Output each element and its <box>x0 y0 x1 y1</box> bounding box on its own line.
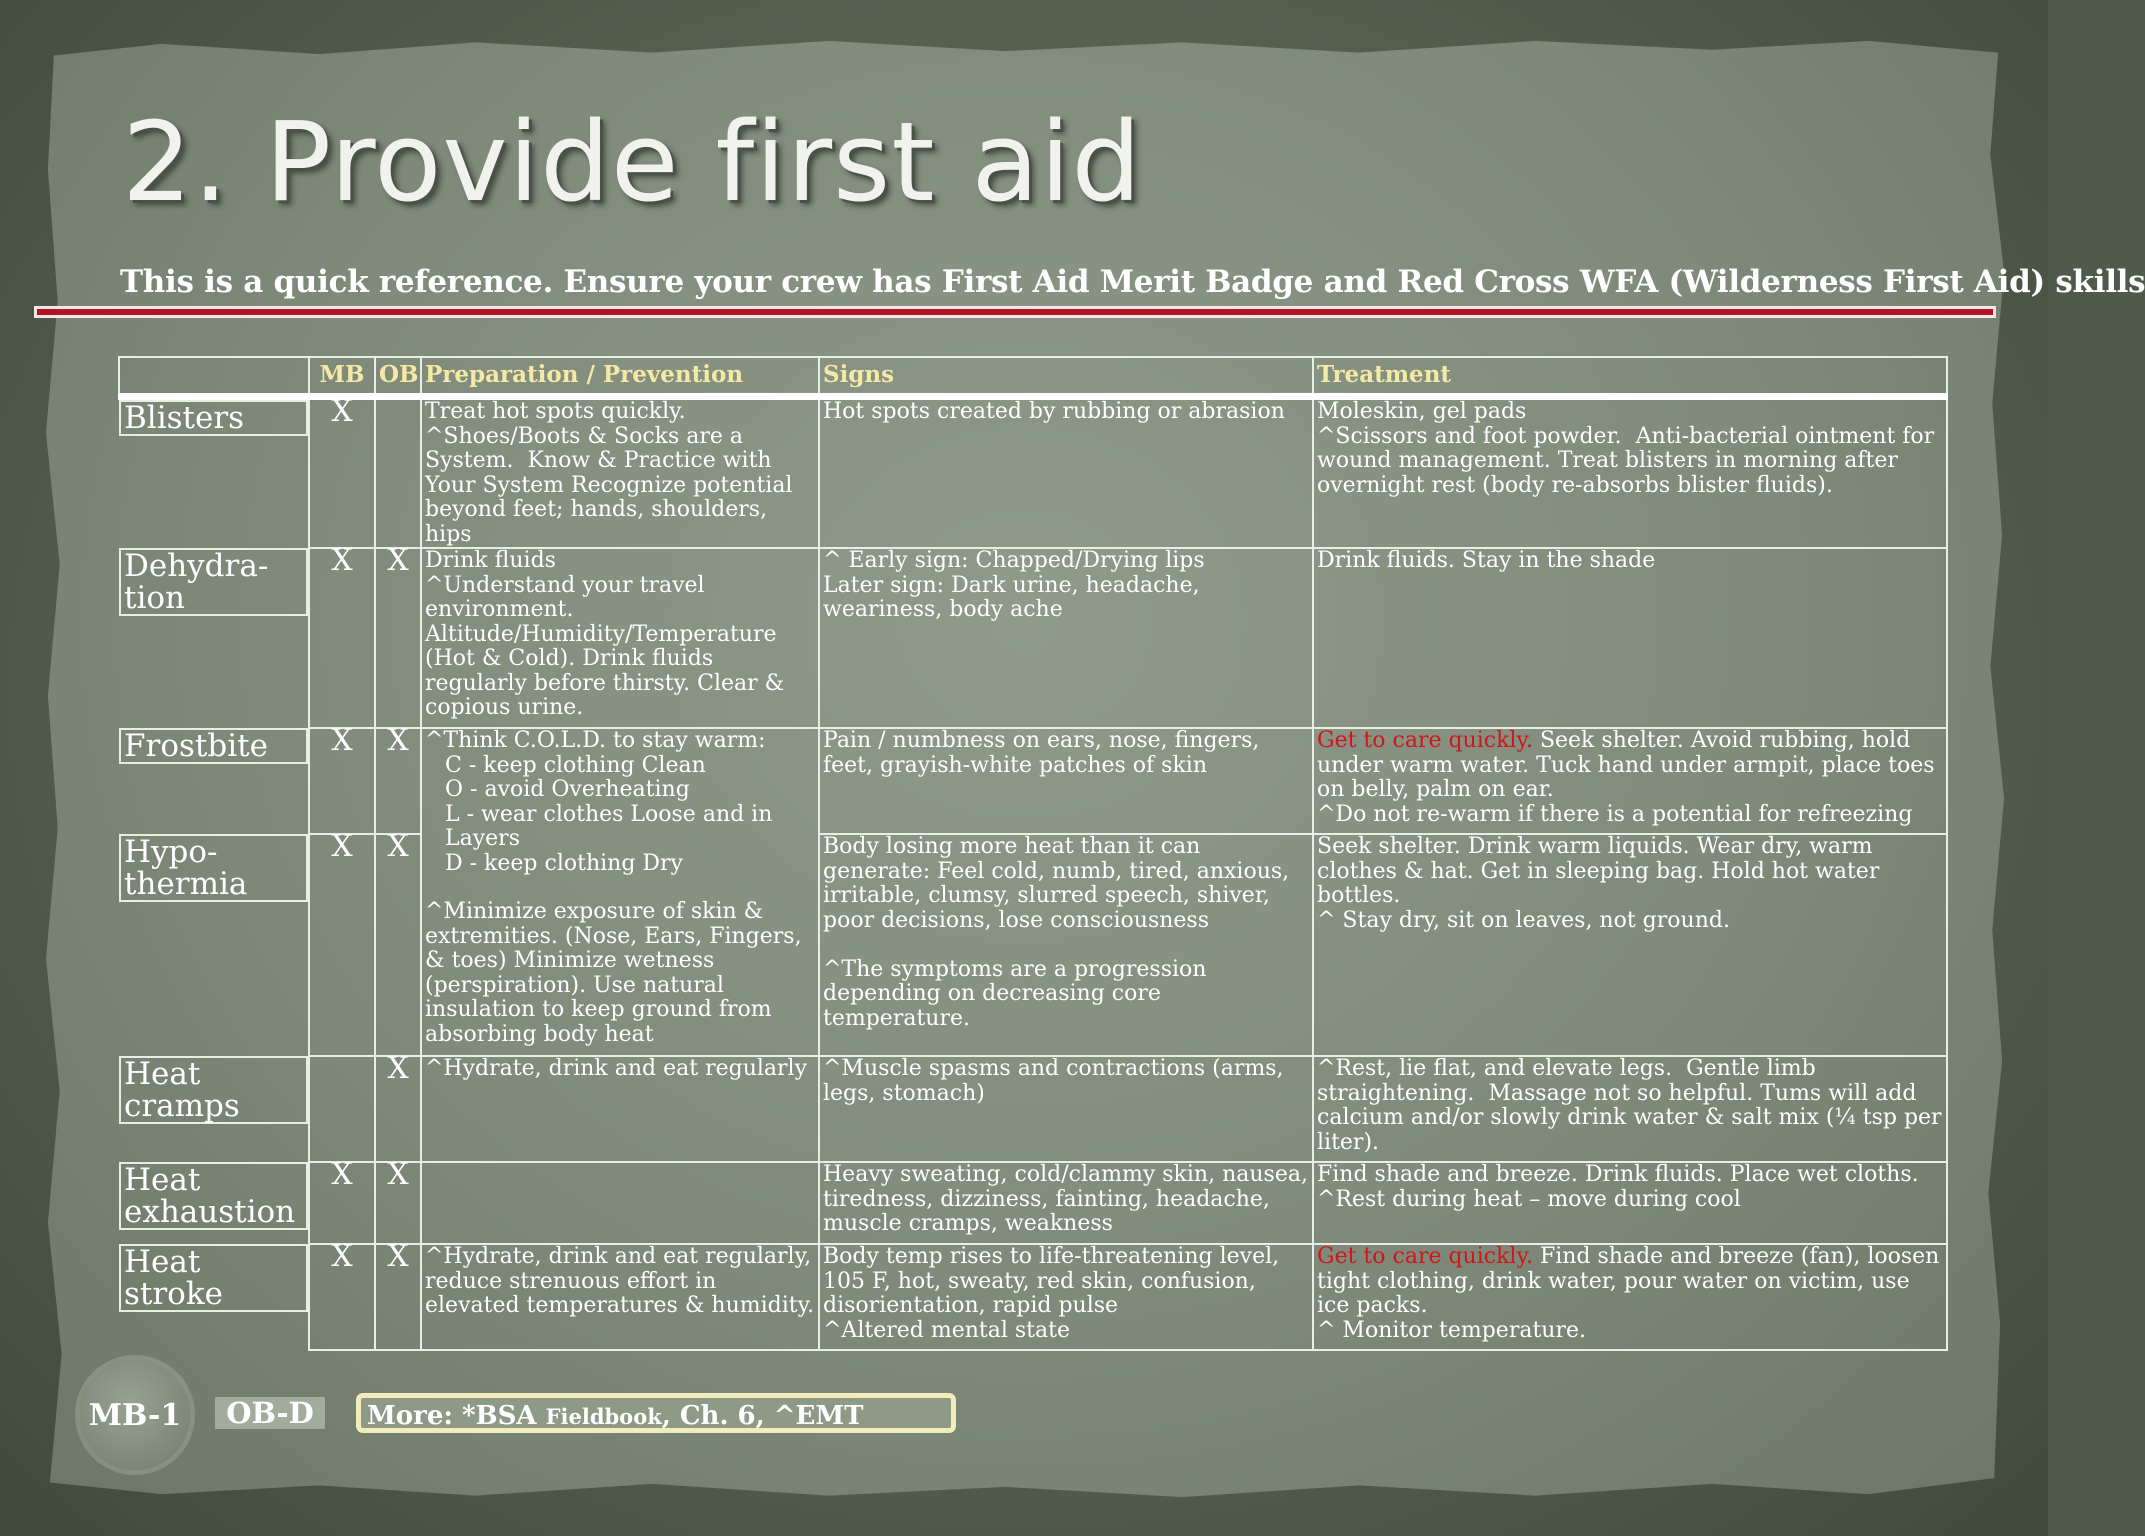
table-row <box>119 397 1947 549</box>
condition-cell: Heat cramps <box>119 1056 308 1124</box>
mb-mark: X <box>309 1162 375 1244</box>
signs-text: Pain / numbness on ears, nose, fingers, feet, grayish-white patches of skin <box>823 728 1267 778</box>
header-ob: OB <box>375 357 421 397</box>
table-row <box>119 1162 1947 1244</box>
prep-cell <box>421 1162 819 1244</box>
condition-cell: Heat stroke <box>119 1244 308 1312</box>
prep-text: ^Hydrate, drink and eat regularly, reduce strenuous effort in elevated temperatures & humidity. <box>425 1244 819 1318</box>
cold-prep-item: D - keep clothing Dry <box>445 850 683 876</box>
cold-prep-item: L - wear clothes Loose and in Layers <box>445 801 780 851</box>
cold-prep-item: C - keep clothing Clean <box>445 752 706 778</box>
alert-text: Get to care quickly. <box>1317 1244 1533 1269</box>
table-header-row <box>119 357 1947 397</box>
title-divider <box>34 306 1996 318</box>
mb-badge: MB-1 <box>80 1360 190 1470</box>
signs-text: ^Muscle spasms and contractions (arms, legs, stomach) <box>823 1056 1291 1106</box>
cold-prep-more: ^Minimize exposure of skin & extremities. (Nose, Ears, Fingers, & toes) Minimize wetness (perspiration). Use natural insulation to keep ground from absorbing body heat <box>425 899 809 1047</box>
treatment-text: Moleskin, gel pads ^Scissors and foot powder. Anti-bacterial ointment for wound management. Treat blisters in morning after overnight rest (body re-absorbs blister fluids). <box>1317 399 1935 498</box>
mb-mark <box>309 1056 375 1162</box>
first-aid-table <box>118 356 1948 1351</box>
prep-text: Treat hot spots quickly. ^Shoes/Boots & Socks are a System. Know & Practice with Your System Recognize potential beyond feet; hands, shoulders, hips <box>425 399 793 547</box>
more-reference-box <box>356 1393 956 1433</box>
more-book: Fieldbook <box>545 1404 662 1429</box>
signs-text: Body losing more heat than it can generate: Feel cold, numb, tired, anxious, irritable, clumsy, slurred speech, shiver, poor decisions, lose consciousness ^The symptoms are a progression depending on decreasing core temperature. <box>823 834 1290 1031</box>
treatment-cell <box>1313 1056 1947 1162</box>
treatment-text: Find shade and breeze (fan), loosen tight clothing, drink water, pour water on victim, use ice packs. ^ Monitor temperature. <box>1317 1244 1940 1343</box>
treatment-cell <box>1313 834 1947 1056</box>
ob-mark <box>375 397 421 549</box>
treatment-text: Find shade and breeze. Drink fluids. Place wet cloths. ^Rest during heat – move during cool <box>1317 1162 1919 1212</box>
mb-mark: X <box>309 728 375 834</box>
ob-tag: OB-D <box>215 1397 325 1429</box>
signs-cell <box>819 1244 1313 1350</box>
ob-mark: X <box>375 1162 421 1244</box>
prep-text: Drink fluids ^Understand your travel environment. Altitude/Humidity/Temperature (Hot & Cold). Drink fluids regularly before thirsty. Clear & copious urine. <box>425 548 785 720</box>
prep-cell <box>421 397 819 549</box>
more-rest: , Ch. 6, ^EMT <box>661 1401 864 1431</box>
mb-mark: X <box>309 548 375 728</box>
mb-mark: X <box>309 834 375 1056</box>
table-row <box>119 1244 1947 1350</box>
treatment-text: Seek shelter. Avoid rubbing, hold under warm water. Tuck hand under armpit, place toes on belly, palm on ear. ^Do not re-warm if there is a potential for refreezing <box>1317 728 1935 827</box>
signs-cell <box>819 397 1313 549</box>
condition-cell: Dehydra- tion <box>119 548 308 616</box>
header-treatment: Treatment <box>1313 357 1947 397</box>
prep-text: ^Hydrate, drink and eat regularly <box>425 1056 807 1081</box>
table-row <box>119 548 1947 728</box>
ob-mark: X <box>375 728 421 834</box>
treatment-cell <box>1313 548 1947 728</box>
header-signs: Signs <box>819 357 1313 397</box>
slide-title: 2. Provide first aid <box>122 98 1143 226</box>
mb-mark: X <box>309 397 375 549</box>
condition-cell: Blisters <box>119 400 308 436</box>
condition-cell: Hypo- thermia <box>119 834 308 902</box>
ob-mark: X <box>375 834 421 1056</box>
table-row <box>119 1056 1947 1162</box>
cold-prep-cell <box>421 728 819 1056</box>
signs-text: Heavy sweating, cold/clammy skin, nausea, tiredness, dizziness, fainting, headache, muscle cramps, weakness <box>823 1162 1315 1236</box>
treatment-cell <box>1313 728 1947 834</box>
signs-text: ^ Early sign: Chapped/Drying lips Later sign: Dark urine, headache, weariness, body ache <box>823 548 1205 622</box>
treatment-text: Seek shelter. Drink warm liquids. Wear dry, warm clothes & hat. Get in sleeping bag. Hold hot water bottles. ^ Stay dry, sit on leaves, not ground. <box>1317 834 1880 933</box>
table-row <box>119 728 1947 834</box>
treatment-cell <box>1313 1244 1947 1350</box>
signs-text: Body temp rises to life-threatening level, 105 F, hot, sweaty, red skin, confusion, disorientation, rapid pulse ^Altered mental state <box>823 1244 1280 1343</box>
prep-cell <box>421 1056 819 1162</box>
signs-cell <box>819 728 1313 834</box>
prep-cell <box>421 548 819 728</box>
treatment-cell <box>1313 397 1947 549</box>
cold-prep-item: O - avoid Overheating <box>445 777 690 802</box>
prep-cell <box>421 1244 819 1350</box>
ob-mark: X <box>375 1244 421 1350</box>
condition-cell: Frostbite <box>119 728 308 764</box>
signs-text: Hot spots created by rubbing or abrasion <box>823 399 1285 424</box>
treatment-text: ^Rest, lie flat, and elevate legs. Gentle limb straightening. Massage not so helpful. Tums will add calcium and/or slowly drink water & salt mix (¼ tsp per liter). <box>1317 1056 1949 1155</box>
ob-mark: X <box>375 548 421 728</box>
slide-subtitle: This is a quick reference. Ensure your crew has First Aid Merit Badge and Red Cross WFA (Wilderness First Aid) skills <box>120 264 2145 300</box>
ob-mark: X <box>375 1056 421 1162</box>
table-row <box>119 834 1947 1056</box>
signs-cell <box>819 1162 1313 1244</box>
condition-cell: Heat exhaustion <box>119 1162 308 1230</box>
signs-cell <box>819 834 1313 1056</box>
treatment-text: Drink fluids. Stay in the shade <box>1317 548 1656 573</box>
signs-cell <box>819 1056 1313 1162</box>
header-prep: Preparation / Prevention <box>421 357 819 397</box>
alert-text: Get to care quickly. <box>1317 728 1533 753</box>
signs-cell <box>819 548 1313 728</box>
header-condition <box>119 357 309 397</box>
more-label: More: *BSA <box>367 1401 546 1431</box>
treatment-cell <box>1313 1162 1947 1244</box>
header-mb: MB <box>309 357 375 397</box>
cold-prep-intro: ^Think C.O.L.D. to stay warm: <box>425 728 766 753</box>
mb-mark: X <box>309 1244 375 1350</box>
